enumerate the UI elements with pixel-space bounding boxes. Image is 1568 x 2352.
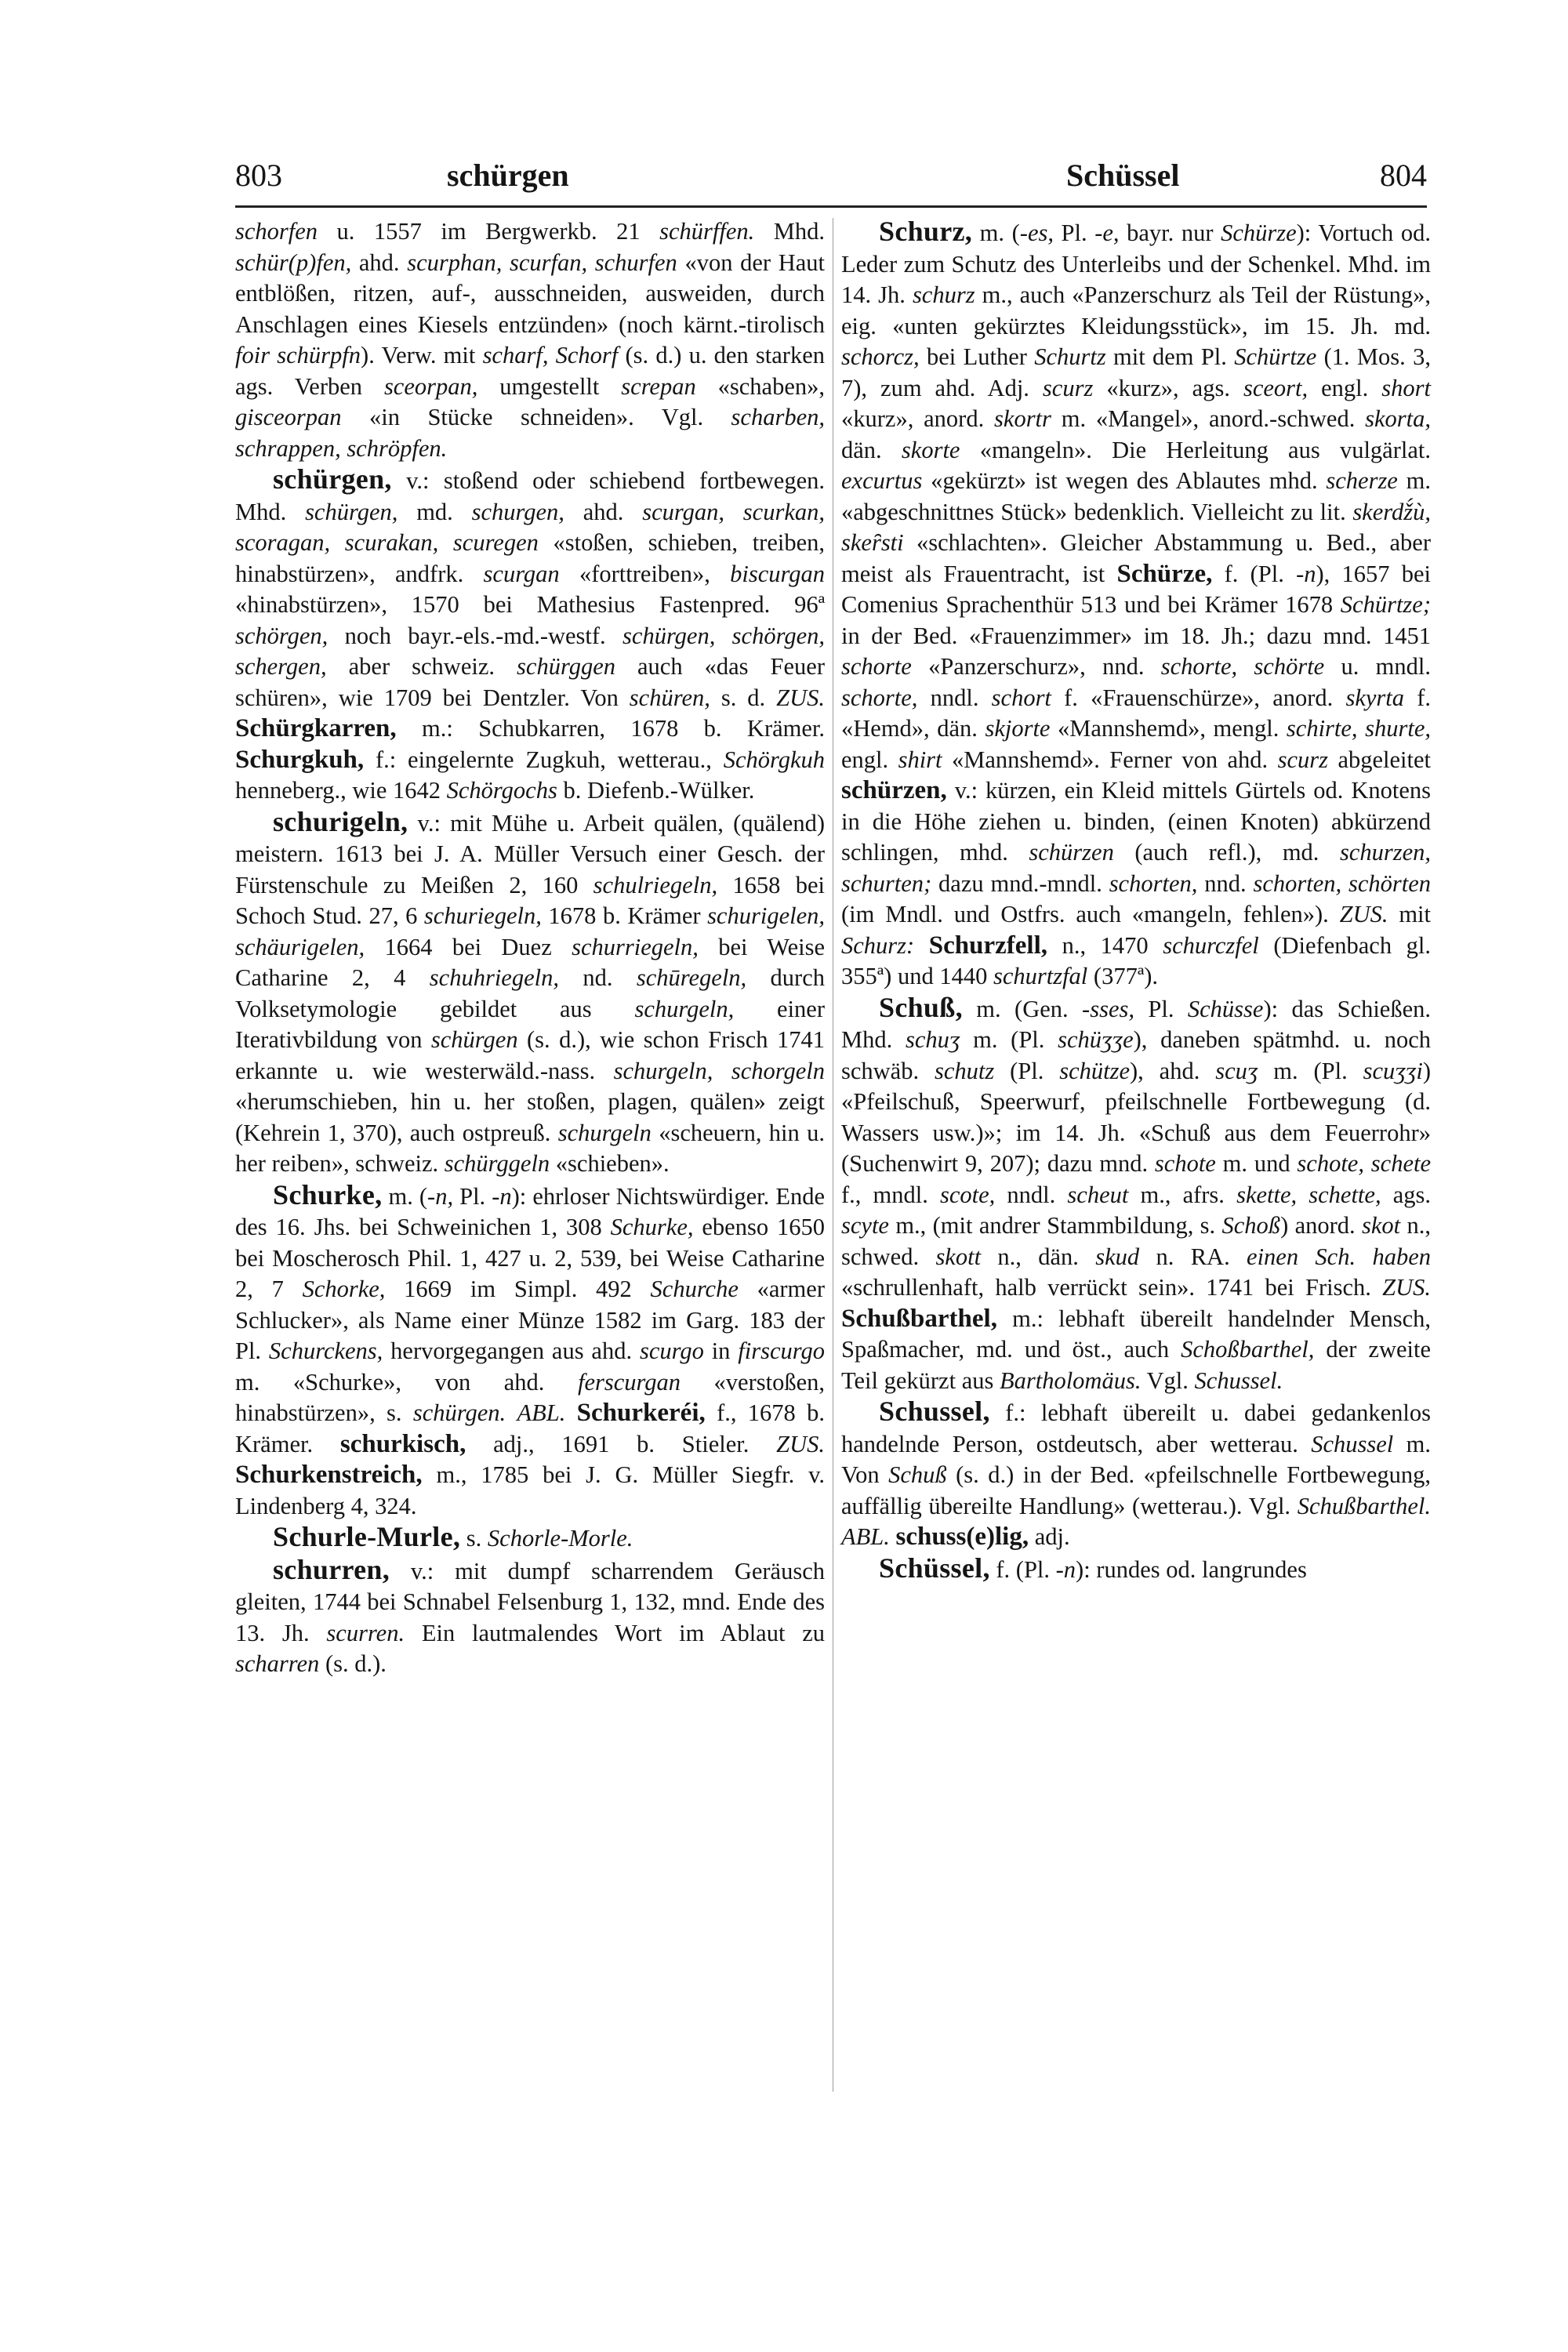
entry-text: m. und xyxy=(1215,1150,1298,1177)
entry-text: 1658 bei Schoch Stud. 27, 6 xyxy=(235,871,826,929)
italic-text: skjorte xyxy=(985,715,1051,742)
dictionary-entry-schuergen xyxy=(235,464,825,807)
headword: Schurkenstreich, xyxy=(235,1461,423,1489)
entry-text: ). Verw. mit xyxy=(361,342,483,368)
italic-text: schurzen, schurten; xyxy=(841,839,1431,897)
entry-text: einer Iterativbildung von xyxy=(235,995,825,1053)
entry-text: m. «Schurke», von ahd. xyxy=(235,1368,578,1396)
dictionary-entry-schurz xyxy=(841,216,1431,993)
entry-text: v.: mit Mühe u. Arbeit quälen, (quälend) meistern. 1613 bei J. A. Müller Versuch einer Gesch. der Fürstenschule zu Meißen 2, 160 xyxy=(235,809,825,898)
entry-text: f. (Pl. - xyxy=(989,1555,1064,1583)
entry-text: s. d. xyxy=(710,684,777,711)
headword: Schurz, xyxy=(879,216,973,247)
entry-text: «schlachten». Gleicher Abstammung u. Bed., aber meist als Frauentracht, ist xyxy=(841,529,1431,587)
italic-text: schuriegeln, xyxy=(423,902,542,929)
entry-text: engl. xyxy=(841,746,898,773)
italic-text: skot xyxy=(1362,1212,1401,1239)
italic-text: Schoß xyxy=(1221,1212,1281,1239)
italic-text: schurtzfal xyxy=(993,963,1088,989)
entry-text: (s. d.). xyxy=(319,1650,387,1677)
italic-text: scheut xyxy=(1067,1181,1129,1208)
italic-text: schorte, xyxy=(841,684,918,711)
italic-text: scurphan, scurfan, schurfen xyxy=(407,249,677,276)
italic-text: Schuß xyxy=(888,1461,947,1488)
italic-text: scurz xyxy=(1042,374,1094,401)
entry-text: n. RA. xyxy=(1139,1243,1247,1270)
headword: Schurke, xyxy=(273,1178,383,1210)
entry-text: n., 1470 xyxy=(1047,931,1163,959)
italic-text: schürgen xyxy=(430,1026,518,1053)
italic-text: schote, schete xyxy=(1297,1150,1431,1177)
entry-text: Mhd. xyxy=(754,218,825,245)
italic-text: ZUS. xyxy=(776,1430,825,1457)
entry-text xyxy=(914,932,929,959)
italic-text: excurtus xyxy=(841,467,923,494)
italic-text: schurczfel xyxy=(1163,931,1259,959)
entry-text: adj. xyxy=(1029,1523,1070,1550)
entry-text: «Mannshemd». Ferner von ahd. xyxy=(942,746,1278,773)
dictionary-entry-schussel xyxy=(841,1396,1431,1553)
dictionary-cont-schurfen xyxy=(235,216,825,464)
italic-text: e, xyxy=(1102,220,1120,246)
entry-text: b. Diefenb.-Wülker. xyxy=(557,777,755,804)
italic-text: schirte, shurte, xyxy=(1286,715,1431,742)
dictionary-entry-schurke xyxy=(235,1180,825,1523)
italic-text: Schüsse xyxy=(1187,995,1264,1022)
italic-text: sceorpan, xyxy=(383,372,478,400)
italic-text: skorte xyxy=(901,436,960,463)
entry-text: dän. xyxy=(841,436,902,463)
italic-text: schort xyxy=(991,684,1051,711)
entry-text: ), daneben spätmhd. u. noch schwäb. xyxy=(841,1026,1431,1084)
italic-text: scurgan xyxy=(483,560,560,587)
dictionary-entry-schuessel xyxy=(841,1553,1431,1586)
entry-text: f., mndl. xyxy=(841,1181,940,1208)
entry-text: m. (Pl. xyxy=(960,1026,1058,1053)
italic-text: schürgen. xyxy=(412,1399,506,1426)
entry-text: ), ahd. xyxy=(1130,1057,1216,1084)
entry-text: nd. xyxy=(558,964,637,991)
entry-text: Pl. xyxy=(1134,995,1188,1022)
entry-text: m. Von xyxy=(841,1430,1431,1488)
italic-text: schüʒʒe xyxy=(1058,1026,1134,1053)
italic-text: schürggeln xyxy=(444,1150,550,1177)
italic-text: shirt xyxy=(898,746,942,773)
entry-text: s. xyxy=(460,1525,488,1552)
left-column xyxy=(235,216,825,1680)
entry-text: m. (Gen. - xyxy=(962,995,1091,1022)
italic-text: skorta, xyxy=(1365,405,1432,432)
entry-text: «schrullenhaft, halb verrückt sein». 1741 bei Frisch. xyxy=(841,1274,1383,1301)
italic-text: sceort, xyxy=(1243,374,1308,401)
entry-text: f. (Pl. - xyxy=(1212,560,1305,587)
entry-text: n., dän. xyxy=(981,1243,1096,1270)
italic-text: Schurz: xyxy=(841,931,915,959)
italic-text: scharren xyxy=(235,1650,320,1677)
italic-text: ABL. xyxy=(841,1523,890,1550)
entry-text: mit dem Pl. xyxy=(1105,343,1235,370)
running-head xyxy=(235,157,1427,204)
entry-text: bayr. nur xyxy=(1119,220,1221,246)
headword: Schußbarthel, xyxy=(841,1304,997,1333)
entry-text: hervorgegangen aus ahd. xyxy=(383,1338,640,1364)
italic-text: Schürtze xyxy=(1234,343,1317,370)
entry-text: (s. d.) u. den starken ags. Verben xyxy=(235,342,825,400)
italic-text: ZUS. xyxy=(776,684,825,711)
italic-text: firscurgo xyxy=(738,1338,826,1364)
italic-text: skott xyxy=(935,1243,982,1270)
italic-text: Bartholomäus. xyxy=(999,1367,1142,1394)
entry-text: Ein lautmalendes Wort im Ablaut zu xyxy=(405,1619,825,1646)
entry-text: (Pl. xyxy=(994,1057,1060,1084)
italic-text: schorte, schörte xyxy=(1160,653,1325,680)
entry-text: (s. d.), wie schon Frisch 1741 erkannte u. wie westerwäld.-nass. xyxy=(235,1026,825,1084)
entry-text: der zweite Teil gekürzt aus xyxy=(841,1336,1431,1394)
entry-text: f. «Frauenschürze», anord. xyxy=(1051,684,1346,711)
headword: schurigeln, xyxy=(273,805,408,837)
italic-text: scharben, schrappen, schröpfen. xyxy=(235,404,825,462)
italic-text: schūregeln, xyxy=(636,964,747,991)
italic-text: n xyxy=(1063,1555,1076,1583)
right-running-headword: Schüssel xyxy=(1066,158,1180,193)
entry-text: m., (mit andrer Stammbildung, s. xyxy=(888,1212,1222,1239)
italic-text: Schurckens, xyxy=(268,1338,383,1364)
entry-text: nndl. xyxy=(995,1181,1068,1208)
italic-text: schürggen xyxy=(517,653,615,680)
italic-text: skette, schette, xyxy=(1236,1181,1381,1208)
entry-text: Pl. - xyxy=(1053,220,1103,246)
italic-text: skyrta xyxy=(1345,684,1405,711)
entry-text: «herumschieben, hin u. her stoßen, plagen, quälen» zeigt (Kehrein 1, 370), auch ostpreuß. xyxy=(235,1088,825,1146)
entry-text: ahd. xyxy=(564,498,643,525)
header-rule xyxy=(235,205,1427,208)
italic-text: Schussel xyxy=(1311,1430,1394,1457)
italic-text: n xyxy=(499,1182,512,1210)
entry-text: ) anord. xyxy=(1280,1212,1362,1239)
entry-text: f.: eingelernte Zugkuh, wetterau., xyxy=(364,746,724,773)
italic-text: scurren. xyxy=(326,1619,405,1646)
headword: Schussel, xyxy=(879,1396,990,1427)
entry-text: «verstoßen, hinabstürzen», s. xyxy=(235,1368,825,1426)
entry-text: «schaben», xyxy=(695,372,825,400)
entry-text: (auch refl.), md. xyxy=(1113,839,1340,866)
entry-text: «hinabstürzen», 1570 bei Mathesius Fastenpred. 96ª xyxy=(235,591,825,618)
left-page-number: 803 xyxy=(235,158,282,193)
headword: schurkisch, xyxy=(339,1429,466,1458)
entry-text: m., 1785 bei J. G. Müller Siegfr. v. Lindenberg 4, 324. xyxy=(235,1461,825,1519)
entry-text: (377ª). xyxy=(1087,963,1159,989)
italic-text: short xyxy=(1381,374,1431,401)
entry-text: m.: Schubkarren, 1678 b. Krämer. xyxy=(396,715,825,742)
italic-text: screpan xyxy=(621,372,696,400)
italic-text: schörgen, xyxy=(235,622,328,649)
headword: Schürgkarren, xyxy=(235,714,397,742)
headword: Schurle-Murle, xyxy=(273,1521,461,1552)
italic-text: scurgo xyxy=(639,1338,704,1364)
entry-text: «Panzerschurz», nnd. xyxy=(911,653,1161,680)
right-column xyxy=(841,216,1431,1585)
entry-text: «gekürzt» ist wegen des Ablautes mhd. xyxy=(922,467,1327,494)
italic-text: schorte xyxy=(841,653,912,680)
italic-text: schüren, xyxy=(629,684,710,711)
headword: schuss(e)lig, xyxy=(895,1523,1029,1551)
italic-text: Schussel. xyxy=(1194,1367,1283,1394)
italic-text: es, xyxy=(1027,220,1054,246)
entry-text: ): das Schießen. Mhd. xyxy=(841,995,1432,1053)
entry-text: v.: stoßend oder schiebend fortbewegen. Mhd. xyxy=(235,467,825,525)
entry-text: 1678 b. Krämer xyxy=(541,902,708,929)
entry-text: (im Mndl. und Ostfrs. auch «mangeln, fehlen»). xyxy=(841,901,1340,927)
italic-text: schurgen, xyxy=(471,498,564,525)
italic-text: scharf, Schorf xyxy=(482,342,619,368)
italic-text: scuʒʒi xyxy=(1363,1057,1423,1084)
italic-text: foir schürpfn xyxy=(235,342,361,368)
entry-text: Vgl. xyxy=(1141,1367,1195,1394)
italic-text: schürffen. xyxy=(659,218,755,245)
italic-text: schutz xyxy=(934,1057,995,1084)
dictionary-entry-schurle-murle xyxy=(235,1522,825,1555)
italic-text: scurgan, scurkan, scoragan, scurakan, scuregen xyxy=(235,498,825,556)
entry-text: m.: lebhaft übereilt handelnder Mensch, Spaßmacher, md. und öst., auch xyxy=(841,1305,1431,1363)
italic-text: Schürtze; xyxy=(1340,591,1431,618)
italic-text: schür(p)fen, xyxy=(235,249,352,276)
entry-text: ): Vortuch od. Leder zum Schutz des Unterleibs und der Schenkel. Mhd. im 14. Jh. xyxy=(841,220,1432,308)
entry-text: bei Weise Catharine 2, 4 xyxy=(235,933,825,991)
entry-text: nndl. xyxy=(917,684,992,711)
headword: Schürze, xyxy=(1116,559,1213,588)
entry-text: f.: lebhaft übereilt u. dabei gedankenlos handelnde Person, ostdeutsch, aber wetterau. xyxy=(841,1399,1431,1457)
entry-text: ): rundes od. langrundes xyxy=(1076,1555,1307,1583)
entry-text: «mangeln». Die Herleitung aus vulgärlat. xyxy=(960,436,1431,463)
italic-text: n, xyxy=(435,1182,454,1210)
entry-text: aber schweiz. xyxy=(326,653,517,680)
italic-text: Schorke, xyxy=(302,1276,386,1302)
italic-text: schorten, xyxy=(1109,869,1198,897)
italic-text: scherze xyxy=(1326,467,1398,494)
left-running-headword: schürgen xyxy=(447,158,569,193)
entry-text: «armer Schlucker», als Name einer Münze 1582 im Garg. 183 der Pl. xyxy=(235,1276,825,1364)
entry-text: «von der Haut entblößen, ritzen, auf-, ausschneiden, ausweiden, durch Anschlagen eines Kiesels entzünden» (noch kärnt.-tirolisch xyxy=(235,249,825,338)
italic-text: schürgen, xyxy=(305,498,398,525)
italic-text: biscurgan xyxy=(730,560,825,587)
italic-text: sses, xyxy=(1090,995,1134,1022)
entry-text: ags. xyxy=(1381,1181,1431,1208)
entry-text: m. (Pl. xyxy=(1258,1057,1363,1084)
italic-text: Schörgkuh xyxy=(723,746,825,773)
entry-text: m. (- xyxy=(382,1182,436,1210)
headword: schürzen, xyxy=(841,776,947,804)
headword: schurren, xyxy=(273,1553,390,1585)
italic-text: schuhriegeln, xyxy=(429,964,559,991)
italic-text: schurgeln, xyxy=(634,995,735,1022)
entry-text: (s. d.) in der Bed. «pfeilschnelle Fortbewegung, auffällig übereilte Handlung» (wetterau.). Vgl. xyxy=(841,1461,1431,1519)
entry-text: in xyxy=(703,1338,739,1364)
italic-text: ferscurgan xyxy=(577,1368,681,1396)
italic-text: scyte xyxy=(841,1212,889,1239)
italic-text: skerdž́ù, skeȓsti xyxy=(841,498,1431,556)
entry-text: md. xyxy=(397,498,472,525)
entry-text: «in Stücke schneiden». Vgl. xyxy=(341,404,731,430)
italic-text: scote, xyxy=(940,1181,996,1208)
italic-text: schorfen xyxy=(235,218,318,245)
entry-text: nnd. xyxy=(1197,869,1254,897)
italic-text: gisceorpan xyxy=(235,404,342,430)
entry-text: durch Volksetymologie gebildet aus xyxy=(235,964,826,1022)
entry-text: dazu mnd.-mndl. xyxy=(931,869,1109,897)
entry-text: v.: mit dumpf scharrendem Geräusch gleiten, 1744 bei Schnabel Felsenburg 1, 132, mnd. Ende des 13. Jh. xyxy=(235,1557,825,1646)
headword: Schuß, xyxy=(879,991,963,1023)
italic-text: scurz xyxy=(1277,746,1329,773)
italic-text: schurgeln xyxy=(557,1119,652,1146)
italic-text: schorten, schörten xyxy=(1253,869,1432,897)
entry-text: f., 1678 b. Krämer. xyxy=(235,1399,825,1457)
entry-text: (1. Mos. 3, 7), zum ahd. Adj. xyxy=(841,343,1431,401)
entry-text: m., auch «Panzerschurz als Teil der Rüstung», eig. «unten gekürztes Kleidungsstück», im 15. Jh. md. xyxy=(841,281,1432,339)
entry-text: u. mndl. xyxy=(1324,653,1431,680)
entry-text: (Diefenbach gl. 355ª) und 1440 xyxy=(841,931,1431,989)
entry-text: «scheuern, hin u. her reiben», schweiz. xyxy=(235,1119,825,1177)
headword: Schurgkuh, xyxy=(235,745,365,774)
entry-text: ), 1657 bei Comenius Sprachenthür 513 und bei Krämer 1678 xyxy=(841,560,1431,618)
entry-text: abgeleitet xyxy=(1328,746,1431,773)
italic-text: Schurke, xyxy=(610,1214,694,1240)
right-page-number: 804 xyxy=(1380,158,1427,193)
italic-text: schurigelen, schäurigelen, xyxy=(235,902,825,960)
entry-text: «Mannshemd», mengl. xyxy=(1050,715,1287,742)
entry-text: ) «Pfeilschuß, Speerwurf, pfeilschnelle Fortbewegung (d. Wassers usw.)»; im 14. Jh. «Schuß aus dem Feuerrohr» (Suchenwirt 9, 207); dazu mnd. xyxy=(841,1057,1431,1177)
headword: Schüssel, xyxy=(879,1552,990,1584)
entry-text: ): ehrloser Nichtswürdiger. Ende des 16. Jhs. bei Schweinichen 1, 308 xyxy=(235,1182,825,1240)
italic-text: Schorle-Morle. xyxy=(487,1525,633,1552)
italic-text: Schörgochs xyxy=(446,777,557,804)
entry-text: «schieben». xyxy=(550,1150,670,1177)
italic-text: schulriegeln, xyxy=(593,871,718,898)
italic-text: skud xyxy=(1095,1243,1140,1270)
italic-text: einen Sch. haben xyxy=(1247,1243,1431,1270)
entry-text: «forttreiben», xyxy=(559,560,731,587)
entry-text: in der Bed. «Frauenzimmer» im 18. Jh.; dazu mnd. 1451 xyxy=(841,622,1431,649)
entry-text: v.: kürzen, ein Kleid mittels Gürtels od. Knotens in die Höhe ziehen u. binden, (einen Knoten) abkürzend schlingen, mhd. xyxy=(841,777,1431,866)
italic-text: schürgen, schörgen, schergen, xyxy=(235,622,825,680)
entry-text: adj., 1691 b. Stieler. xyxy=(466,1430,777,1457)
entry-text: engl. xyxy=(1308,374,1382,401)
italic-text: Schurche xyxy=(650,1276,739,1302)
entry-text: «stoßen, schieben, treiben, hinabstürzen», andfrk. xyxy=(235,529,826,587)
entry-text: «kurz», ags. xyxy=(1093,374,1243,401)
headword: Schurzfell, xyxy=(928,931,1047,960)
italic-text: Schürze xyxy=(1221,220,1297,246)
italic-text: Schoßbarthel, xyxy=(1181,1336,1315,1363)
italic-text: Schurtz xyxy=(1034,343,1106,370)
entry-text: n., schwed. xyxy=(841,1212,1431,1270)
dictionary-entry-schurigeln xyxy=(235,807,825,1180)
entry-text xyxy=(565,1399,576,1426)
italic-text: schurgeln, schorgeln xyxy=(613,1057,825,1084)
italic-text: schote xyxy=(1154,1150,1216,1177)
italic-text: ABL. xyxy=(517,1399,566,1426)
italic-text: schorcz, xyxy=(841,343,920,370)
italic-text: n xyxy=(1304,560,1316,587)
dictionary-entry-schurren xyxy=(235,1555,825,1680)
italic-text: scuʒ xyxy=(1215,1057,1258,1084)
entry-text: ebenso 1650 bei Moscherosch Phil. 1, 427 u. 2, 539, bei Weise Catharine 2, 7 xyxy=(235,1214,825,1302)
entry-text: henneberg., wie 1642 xyxy=(235,777,447,804)
italic-text: schurriegeln, xyxy=(572,933,699,960)
entry-text xyxy=(506,1399,517,1426)
entry-text: umgestellt xyxy=(477,372,622,400)
entry-text: m. «abgeschnittnes Stück» bedenklich. Vielleicht zu lit. xyxy=(841,467,1431,525)
italic-text: schuʒ xyxy=(905,1026,960,1053)
italic-text: schürzen xyxy=(1029,839,1114,866)
italic-text: ZUS. xyxy=(1382,1274,1431,1301)
italic-text: schurz xyxy=(912,281,975,308)
headword: schürgen, xyxy=(273,463,392,495)
entry-text: mit xyxy=(1388,901,1431,927)
italic-text: Schußbarthel. xyxy=(1297,1492,1431,1519)
entry-text: auch «das Feuer schüren», wie 1709 bei Dentzler. Von xyxy=(235,653,825,711)
headword: Schurkeréi, xyxy=(576,1399,706,1427)
italic-text: ZUS. xyxy=(1339,901,1388,927)
entry-text: u. 1557 im Bergwerkb. 21 xyxy=(318,218,660,245)
entry-text: m. «Mangel», anord.-schwed. xyxy=(1051,405,1366,432)
italic-text: skortr xyxy=(994,405,1051,432)
entry-text: noch bayr.-els.-md.-westf. xyxy=(328,622,623,649)
entry-text: «kurz», anord. xyxy=(841,405,995,432)
entry-text: 1669 im Simpl. 492 xyxy=(385,1276,651,1302)
dictionary-entry-schuss xyxy=(841,993,1431,1397)
entry-text: bei Luther xyxy=(919,343,1035,370)
entry-text: ahd. xyxy=(351,249,408,276)
entry-text: m. (- xyxy=(972,220,1028,246)
italic-text: schütze xyxy=(1059,1057,1130,1084)
entry-text: f. «Hemd», dän. xyxy=(841,684,1431,742)
entry-text: Pl. - xyxy=(453,1182,500,1210)
entry-text: 1664 bei Duez xyxy=(365,933,572,960)
entry-text: m., afrs. xyxy=(1128,1181,1237,1208)
